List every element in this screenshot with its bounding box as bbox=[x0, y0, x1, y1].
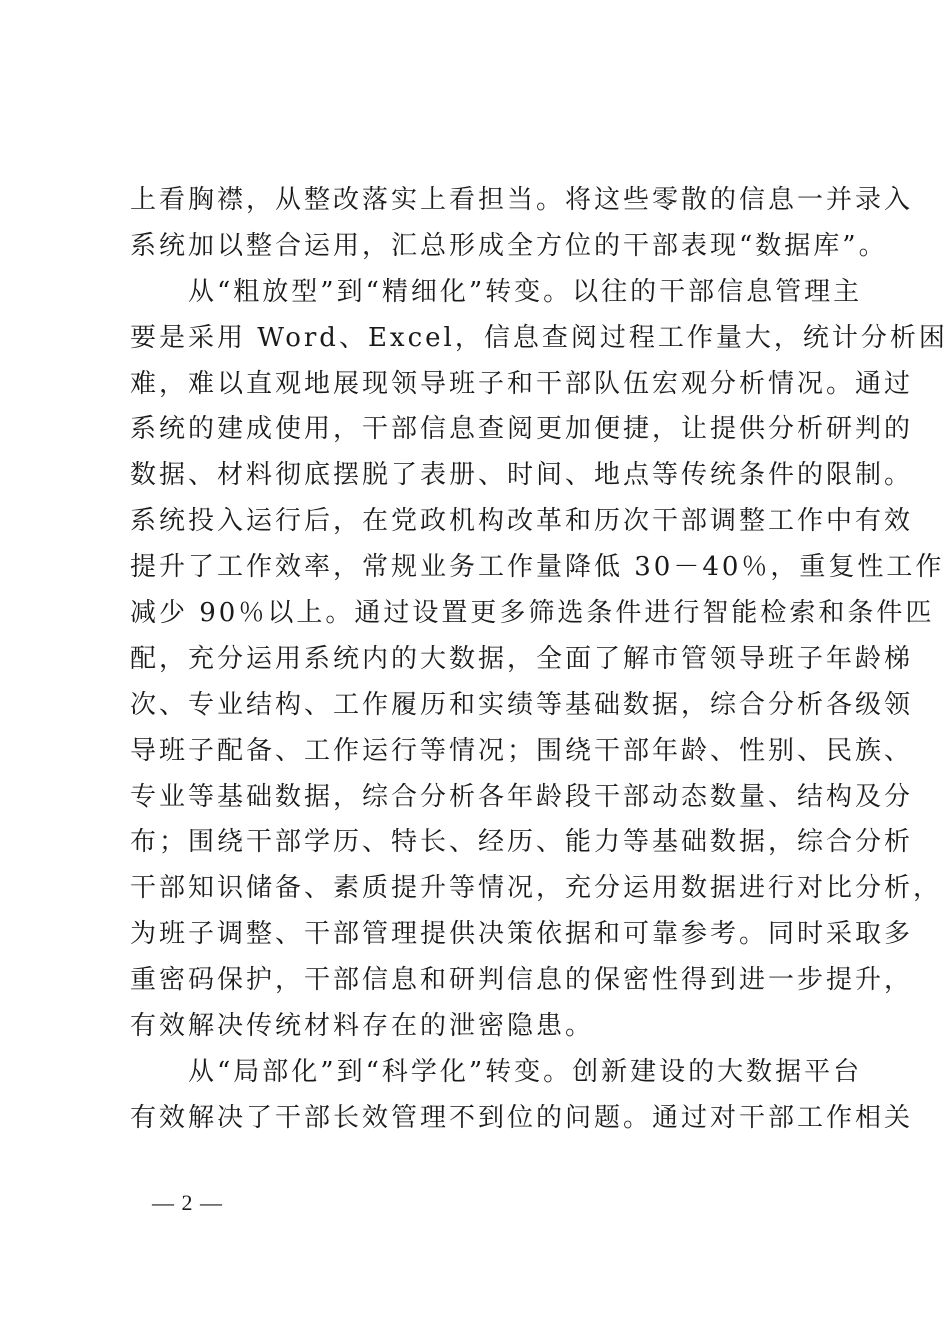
text-line: 次、专业结构、工作履历和实绩等基础数据，综合分析各级领 bbox=[130, 689, 914, 720]
text-line: 要是采用 Word、Excel，信息查阅过程工作量大，统计分析困 bbox=[130, 322, 948, 353]
text-line: 系统投入运行后，在党政机构改革和历次干部调整工作中有效 bbox=[130, 506, 914, 537]
page-number: — 2 — bbox=[152, 1190, 223, 1215]
text-line: 减少 90％以上。通过设置更多筛选条件进行智能检索和条件匹 bbox=[130, 598, 935, 629]
text-line: 重密码保护，干部信息和研判信息的保密性得到进一步提升， bbox=[130, 965, 914, 996]
text-line: 数据、材料彻底摆脱了表册、时间、地点等传统条件的限制。 bbox=[130, 460, 914, 491]
text-line: 专业等基础数据，综合分析各年龄段干部动态数量、结构及分 bbox=[130, 781, 914, 812]
text-line: 干部知识储备、素质提升等情况，充分运用数据进行对比分析， bbox=[130, 873, 943, 904]
text-line: 难，难以直观地展现领导班子和干部队伍宏观分析情况。通过 bbox=[130, 368, 914, 399]
text-line: 从“局部化”到“科学化”转变。创新建设的大数据平台 bbox=[130, 1056, 863, 1087]
text-line: 布；围绕干部学历、特长、经历、能力等基础数据，综合分析 bbox=[130, 827, 914, 858]
text-line: 从“粗放型”到“精细化”转变。以往的干部信息管理主 bbox=[130, 276, 863, 307]
text-line: 系统加以整合运用，汇总形成全方位的干部表现“数据库”。 bbox=[130, 230, 888, 261]
text-line: 提升了工作效率，常规业务工作量降低 30－40％，重复性工作 bbox=[130, 552, 945, 583]
body-text bbox=[130, 178, 948, 1142]
text-line: 有效解决传统材料存在的泄密隐患。 bbox=[130, 1011, 595, 1042]
text-line: 导班子配备、工作运行等情况；围绕干部年龄、性别、民族、 bbox=[130, 735, 914, 766]
text-line: 上看胸襟，从整改落实上看担当。将这些零散的信息一并录入 bbox=[130, 185, 914, 215]
text-line: 系统的建成使用，干部信息查阅更加便捷，让提供分析研判的 bbox=[130, 414, 914, 445]
text-line: 为班子调整、干部管理提供决策依据和可靠参考。同时采取多 bbox=[130, 919, 914, 950]
text-line: 有效解决了干部长效管理不到位的问题。通过对干部工作相关 bbox=[130, 1102, 914, 1133]
text-line: 配，充分运用系统内的大数据，全面了解市管领导班子年龄梯 bbox=[130, 643, 914, 674]
